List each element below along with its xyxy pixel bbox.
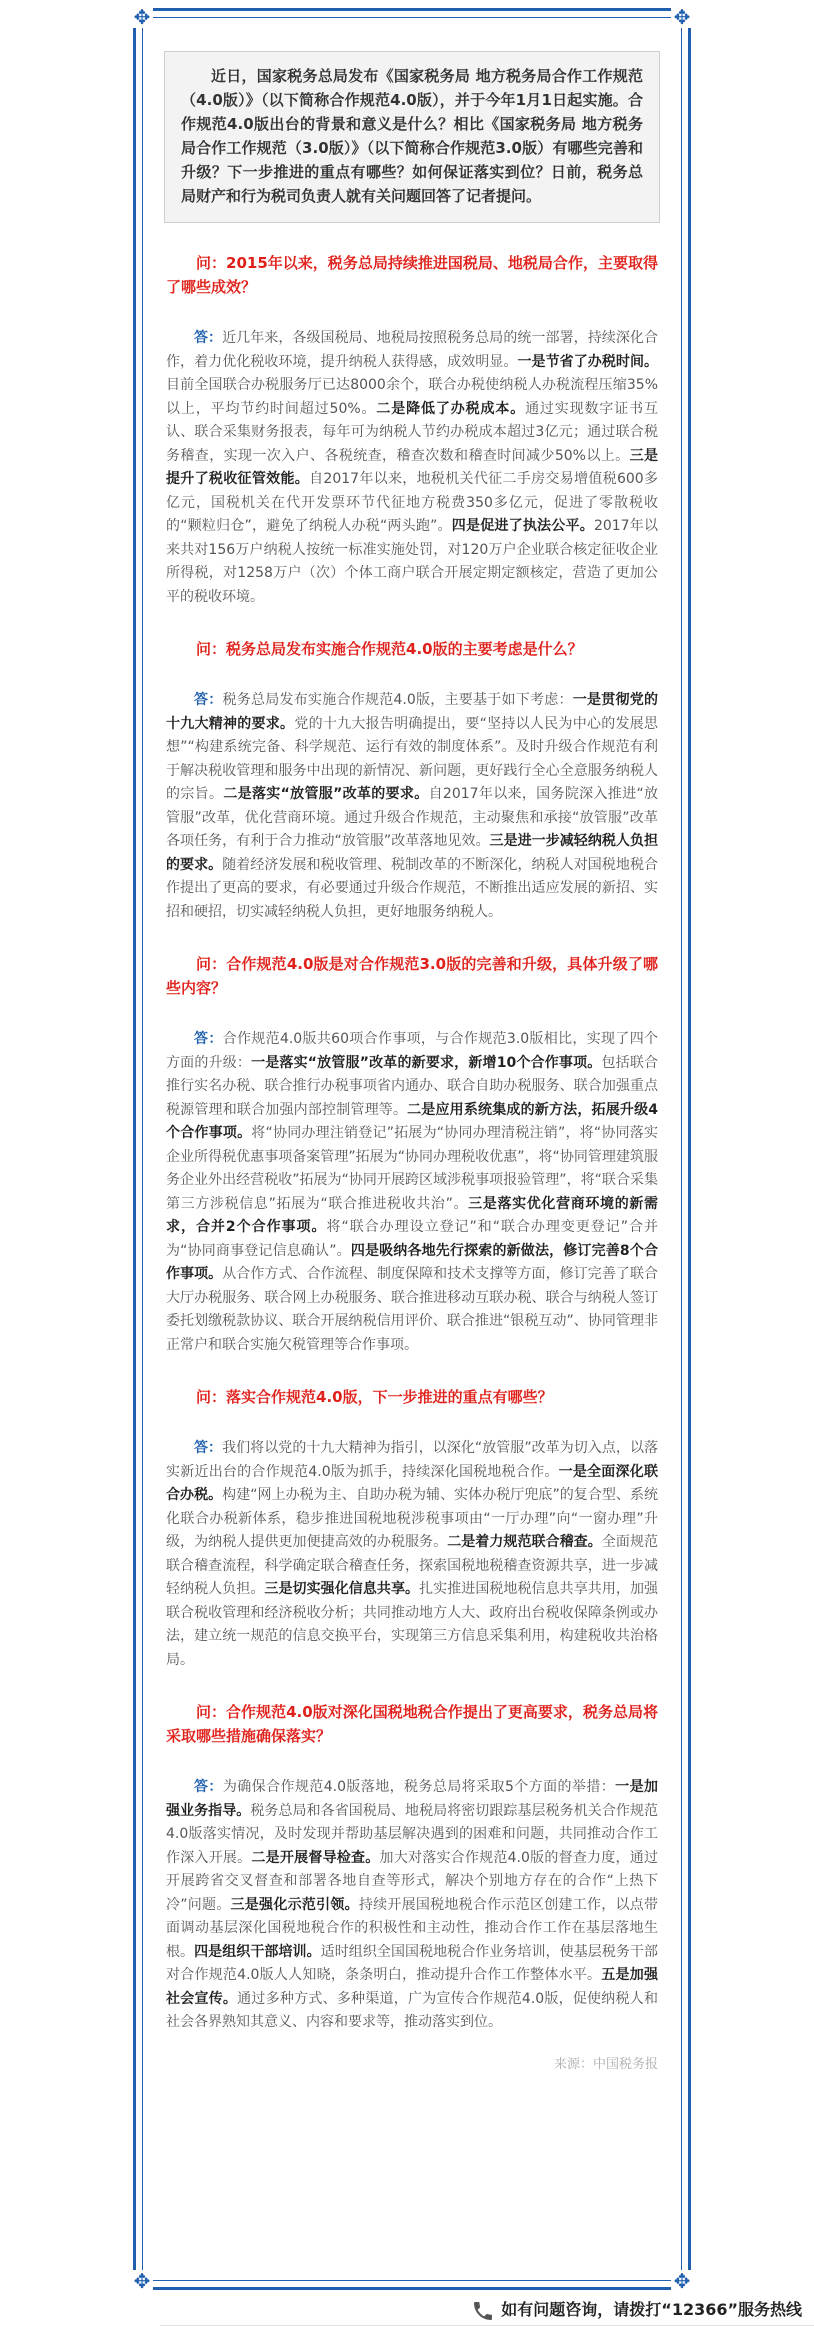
answer-key-point: 三是进一步减轻纳税人负担的要求。 <box>166 833 658 873</box>
answer-text: 为确保合作规范4.0版落地，税务总局将采取5个方面的举措： <box>222 1779 616 1795</box>
answer-text: 加大对落实合作规范4.0版的督查力度，通过开展跨省交叉督查和部署各地自查等形式，解决个别地方存在的合作“上热下冷”问题。 <box>166 1849 658 1913</box>
answer-text: 持续开展国税地税合作示范区创建工作，以点带面调动基层深化国税地税合作的积极性和主动性，推动合作工作在基层落地生根。 <box>166 1896 658 1960</box>
answer-text: 通过多种方式、多种渠道，广为宣传合作规范4.0版，促使纳税人和社会各界熟知其意义、内容和要求等，推动落实到位。 <box>166 1990 658 2030</box>
answer-text: 将“联合办理设立登记”和“联合办理变更登记”合并为“协同商事登记信息确认”。 <box>166 1219 658 1259</box>
answer-key-point: 一是全面深化联合办税。 <box>166 1463 658 1503</box>
qa-section <box>166 1385 658 1672</box>
frame-corner-ornament-icon: ✥ <box>131 2270 153 2292</box>
answer-key-point: 二是落实“放管服”改革的要求。 <box>223 786 429 802</box>
question-heading: 问：合作规范4.0版是对合作规范3.0版的完善和升级，具体升级了哪些内容？ <box>166 955 658 997</box>
article-source: 来源：中国税务报 <box>553 2056 658 2072</box>
answer-text: 将“协同办理注销登记”拓展为“协同办理清税注销”，将“协同落实企业所得税优惠事项备案管理”拓展为“协同办理税收优惠”，将“协同管理建筑服务企业外出经营税收”拓展为“协同开展跨区域涉税事项报验管理”，将“联合采集第三方涉税信息”拓展为“联合推进税收共治”。 <box>166 1125 659 1212</box>
answer-key-point: 四是组织干部培训。 <box>194 1943 321 1960</box>
qa-section <box>166 251 658 609</box>
question-heading: 问：税务总局发布实施合作规范4.0版的主要考虑是什么？ <box>196 640 583 658</box>
answer-text: 我们将以党的十九大精神为指引，以深化“放管服”改革为切入点，以落实新近出台的合作规范4.0版为抓手，持续深化国税地税合作。 <box>166 1440 658 1480</box>
answer-lead: 答： <box>194 692 223 708</box>
answer-lead: 答： <box>194 1440 223 1456</box>
answer-lead: 答： <box>194 330 223 346</box>
answer-key-point: 二是降低了办税成本。 <box>376 400 526 417</box>
answer-paragraph <box>166 1437 658 1672</box>
answer-key-point: 三是强化示范引领。 <box>230 1896 359 1913</box>
qa-section <box>166 637 658 924</box>
article-frame <box>133 5 691 2293</box>
phone-icon <box>471 2299 495 2323</box>
answer-lead: 答： <box>194 1031 223 1047</box>
answer-key-point: 二是应用系统集成的新方法，拓展升级4个合作事项。 <box>166 1101 658 1141</box>
answer-text: 自2017年以来，国务院深入推进“放管服”改革，优化营商环境。通过升级合作规范，主动聚焦和承接“放管服”改革各项任务，有利于合力推动“放管服”改革落地见效。 <box>166 786 659 849</box>
answer-text: 党的十九大报告明确提出，要“坚持以人民为中心的发展思想”“构建系统完备、科学规范、运行有效的制度体系”。及时升级合作规范有利于解决税收管理和服务中出现的新情况、新问题，更好践行全心全意服务纳税人的宗旨。 <box>166 715 658 802</box>
answer-paragraph <box>166 1028 658 1357</box>
answer-key-point: 四是促进了执法公平。 <box>451 518 594 534</box>
answer-text: 税务总局和各省国税局、地税局将密切跟踪基层税务机关合作规范4.0版落实情况，及时发现并帮助基层解决遇到的困难和问题，共同推动合作工作深入开展。 <box>166 1802 659 1866</box>
answer-text: 近几年来，各级国税局、地税局按照税务总局的统一部署，持续深化合作，着力优化税收环境，提升纳税人获得感，成效明显。 <box>166 330 658 370</box>
answer-text: 从合作方式、合作流程、制度保障和技术支撑等方面，修订完善了联合大厅办税服务、联合网上办税服务、联合推进移动互联办税、联合与纳税人签订委托划缴税款协议、联合开展纳税信用评价、联合推进“银税互动”、协同管理非正常户和联合实施欠税管理等合作事项。 <box>166 1266 659 1353</box>
answer-text: 构建“网上办税为主、自助办税为辅、实体办税厅兜底”的复合型、系统化联合办税新体系，稳步推进国税地税涉税事项由“一厅办理”向“一窗办理”升级，为纳税人提供更加便捷高效的办税服务。 <box>166 1487 658 1550</box>
qa-section <box>166 1700 658 2035</box>
frame-corner-ornament-icon: ✥ <box>131 6 153 28</box>
frame-corner-ornament-icon: ✥ <box>671 6 693 28</box>
answer-text: 通过实现数字证书互认、联合采集财务报表，每年可为纳税人节约办税成本超过3亿元；通过联合税务稽查，实现一次入户、各税统查，稽查次数和稽查时间减少50%以上。 <box>166 400 658 464</box>
question-heading: 问：落实合作规范4.0版，下一步推进的重点有哪些？ <box>196 1388 553 1406</box>
answer-text: 目前全国联合办税服务厅已达8000余个，联合办税使纳税人办税流程压缩35%以上，平均节约时间超过50%。 <box>166 377 658 417</box>
answer-key-point: 一是加强业务指导。 <box>166 1779 658 1819</box>
answer-key-point: 一是节省了办税时间。 <box>517 353 659 370</box>
answer-text: 自2017年以来，地税机关代征二手房交易增值税600多亿元，国税机关在代开发票环节代征地方税费350多亿元，促进了零散税收的“颗粒归仓”，避免了纳税人办税“两头跑”。 <box>166 471 658 534</box>
hotline-notice <box>471 2298 802 2323</box>
question-heading: 问：2015年以来，税务总局持续推进国税局、地税局合作，主要取得了哪些成效？ <box>166 254 658 296</box>
answer-lead: 答： <box>194 1779 223 1795</box>
answer-key-point: 五是加强社会宣传。 <box>166 1967 658 2007</box>
answer-text: 合作规范4.0版共60项合作事项，与合作规范3.0版相比，实现了四个方面的升级： <box>166 1031 659 1071</box>
answer-paragraph <box>166 689 658 924</box>
answer-key-point: 一是贯彻党的十九大精神的要求。 <box>166 692 659 732</box>
answer-key-point: 三是提升了税收征管效能。 <box>166 447 658 487</box>
qa-list <box>152 251 672 2035</box>
hotline-text: 如有问题咨询，请拨打“12366”服务热线 <box>501 2300 802 2319</box>
answer-key-point: 一是落实“放管服”改革的新要求，新增10个合作事项。 <box>251 1054 602 1071</box>
article-content <box>152 27 672 2072</box>
answer-text: 包括联合推行实名办税、联合推行办税事项省内通办、联合自助办税服务、联合加强重点税源管理和联合加强内部控制管理等。 <box>166 1054 659 1118</box>
question-heading: 问：合作规范4.0版对深化国税地税合作提出了更高要求，税务总局将采取哪些措施确保落实？ <box>166 1703 658 1745</box>
answer-text: 税务总局发布实施合作规范4.0版，主要基于如下考虑： <box>222 692 573 708</box>
answer-key-point: 四是吸纳各地先行探索的新做法，修订完善8个合作事项。 <box>166 1242 658 1282</box>
answer-key-point: 二是着力规范联合稽查。 <box>447 1534 602 1550</box>
answer-key-point: 二是开展督导检查。 <box>251 1849 380 1866</box>
frame-corner-ornament-icon: ✥ <box>671 2270 693 2292</box>
answer-text: 扎实推进国税地税信息共享共用，加强联合税收管理和经济税收分析；共同推动地方人大、政府出台税收保障条例或办法，建立统一规范的信息交换平台，实现第三方信息采集利用，构建税收共治格局。 <box>166 1581 659 1668</box>
answer-paragraph <box>166 327 658 609</box>
answer-text: 2017年以来共对156万户纳税人按统一标准实施处罚，对120万户企业联合核定征收企业所得税，对1258万户（次）个体工商户联合开展定期定额核定，营造了更加公平的税收环境。 <box>166 518 658 605</box>
footer-hotline-bar <box>160 2294 814 2326</box>
qa-section <box>166 952 658 1357</box>
answer-text: 适时组织全国国税地税合作业务培训，使基层税务干部对合作规范4.0版人人知晓，条条明白，推动提升合作工作整体水平。 <box>166 1943 659 1983</box>
answer-key-point: 三是落实优化营商环境的新需求，合并2个合作事项。 <box>166 1195 659 1235</box>
answer-paragraph <box>166 1776 658 2035</box>
answer-text: 随着经济发展和税收管理、税制改革的不断深化，纳税人对国税地税合作提出了更高的要求，有必要通过升级合作规范，不断推出适应发展的新招、实招和硬招，切实减轻纳税人负担，更好地服务纳税人。 <box>166 856 659 920</box>
answer-key-point: 三是切实强化信息共享。 <box>264 1581 420 1597</box>
intro-summary: 近日，国家税务总局发布《国家税务局 地方税务局合作工作规范（4.0版）》（以下简称合作规范4.0版），并于今年1月1日起实施。合作规范4.0版出台的背景和意义是什么？相比《国家税务局 地方税务局合作工作规范（3.0版）》（以下简称合作规范3.0版）有哪些完善和升级？下一步推进的重点有哪些？如何保证落实到位？日前，税务总局财产和行为税司负责人就有关问题回答了记者提问。 <box>164 51 660 223</box>
answer-text: 全面规范联合稽查流程，科学确定联合稽查任务，探索国税地税稽查资源共享，进一步减轻纳税人负担。 <box>166 1534 659 1597</box>
